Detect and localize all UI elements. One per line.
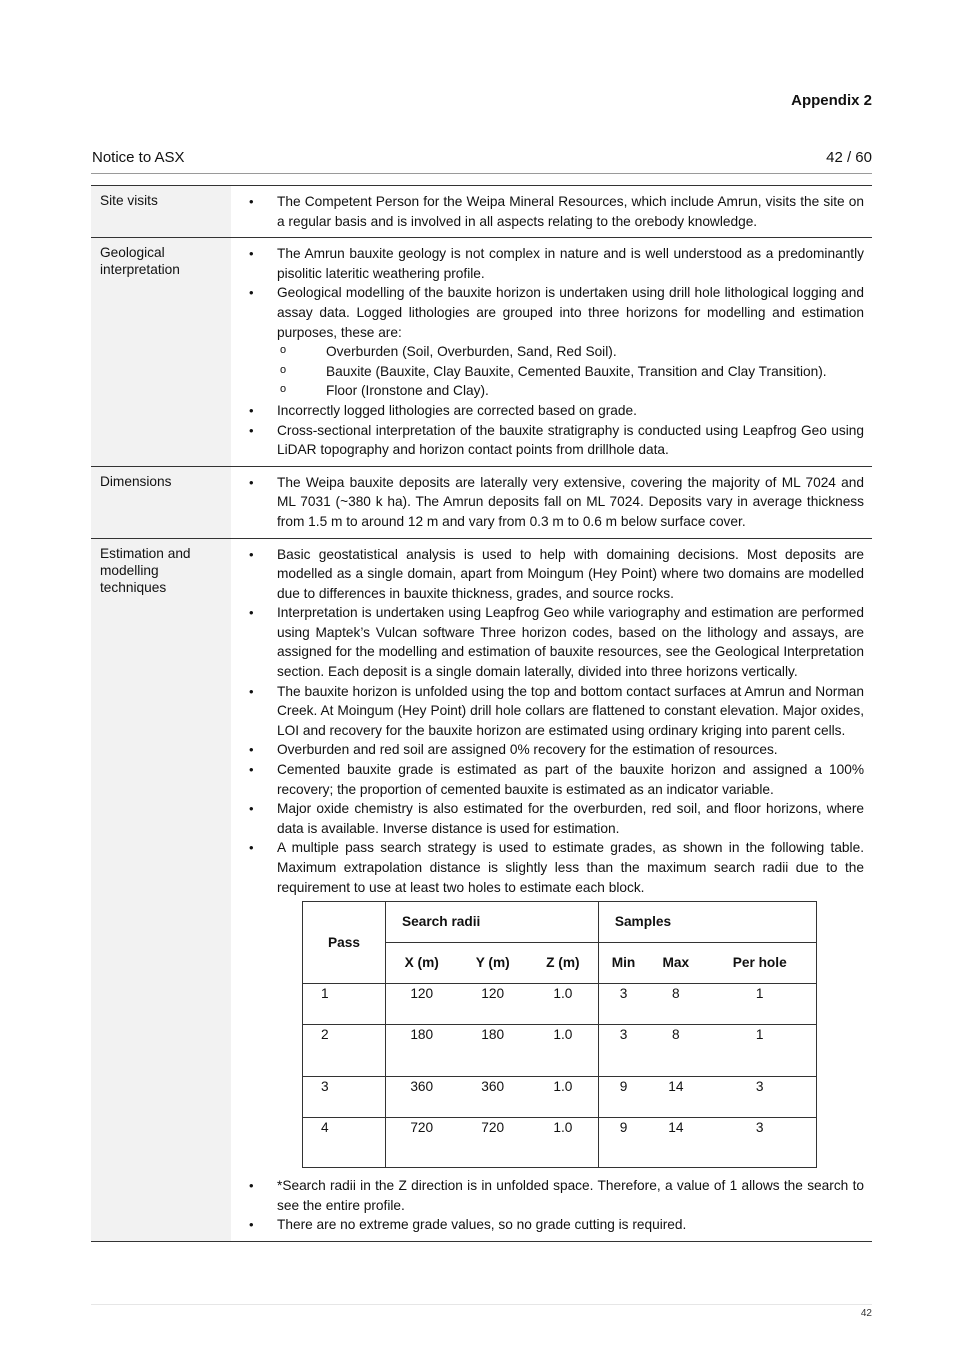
table-cell: 9 [619,1079,628,1095]
table-cell: 3 [755,1120,764,1136]
list-item: • Cross-sectional interpretation of the bauxite stratigraphy is conducted using Leapfrog Geo using LiDAR topography and horizon contact points from drillhole data. [247,421,864,460]
column-header: Min [611,955,636,971]
column-header: Per hole [732,955,787,971]
table-cell: 1.0 [528,1118,598,1168]
bullet-list [247,545,864,898]
table-cell: 8 [672,986,680,1002]
table-cell: 1 [755,986,764,1002]
list-item: • The bauxite horizon is unfolded using the top and bottom contact surfaces at Amrun and Norman Creek. At Moingum (Hey Point) drill hole collars are flattened to constant elevation. Major oxides, LOI and recovery for the bauxite horizon are estimated using ordinary kriging into parent cells. [247,682,864,741]
table-cell: 2 [303,1025,386,1077]
table-row [91,186,872,238]
list-item: • Cemented bauxite grade is estimated as part of the bauxite horizon and assigned a 100% recovery; the proportion of cemented bauxite is estimated as an indicator variable. [247,760,864,799]
bullet-list [247,192,864,231]
table-cell: 4 [303,1118,386,1168]
row-label: Dimensions [91,466,231,538]
table-row [303,984,817,1025]
samples-header: Samples [614,914,672,930]
list-item: • The Weipa bauxite deposits are laterally very extensive, covering the majority of ML 7024 and ML 7031 (~380 k ha). The Amrun deposits fall on ML 7024. Deposits vary in average thickness from 1.5 m to around 12 m and vary from 0.3 m to 0.6 m below surface cover. [247,473,864,532]
table-cell: 120 [481,986,505,1002]
table-cell: 1.0 [528,1025,598,1077]
table-header-row [303,902,817,943]
row-label: Estimation and modelling techniques [91,538,231,1241]
list-item: • There are no extreme grade values, so no grade cutting is required. [247,1215,864,1235]
table-cell: 1 [303,984,386,1025]
table-cell: 9 [619,1120,628,1136]
row-content [231,466,872,538]
column-header: Z (m) [528,943,598,984]
appendix-label: Appendix 2 [791,92,872,109]
page-indicator: 42 / 60 [826,149,872,166]
table-row [91,238,872,467]
table-row [91,466,872,538]
page-header [91,149,872,174]
table-cell: 720 [410,1120,434,1136]
list-item: • Overburden and red soil are assigned 0% recovery for the estimation of resources. [247,740,864,760]
list-item: • Major oxide chemistry is also estimated for the overburden, red soil, and floor horizons, where data is available. Inverse distance is used for estimation. [247,799,864,838]
table-cell: 720 [481,1120,505,1136]
table-row [303,1025,817,1077]
search-strategy-table [302,901,817,1168]
jorc-table [91,185,872,1242]
column-header: Max [662,955,690,971]
search-radii-header: Search radii [386,902,599,943]
table-cell: 3 [303,1077,386,1118]
page-number: 42 [860,1308,872,1319]
bullet-list [247,473,864,532]
table-cell: 120 [410,986,434,1002]
sub-list-item: o Bauxite (Bauxite, Clay Bauxite, Cemented Bauxite, Transition and Clay Transition). [247,362,864,382]
document-title: Notice to ASX [92,149,185,166]
table-row [303,1118,817,1168]
footer-rule [91,1304,872,1305]
table-cell: 1.0 [528,1077,598,1118]
table-cell: 3 [619,1027,628,1043]
column-header: X (m) [404,955,439,971]
table-cell: 3 [619,986,628,1002]
row-label: Geological interpretation [91,238,231,467]
table-cell: 180 [410,1027,434,1043]
table-cell: 360 [481,1079,505,1095]
table-cell: 1 [755,1027,764,1043]
row-content [231,538,872,1241]
list-item: • Incorrectly logged lithologies are corrected based on grade. [247,401,864,421]
list-item: • The Amrun bauxite geology is not complex in nature and is well understood as a predominantly pisolitic lateritic weathering profile. [247,244,864,283]
table-cell: 14 [668,1079,684,1095]
list-item: • Interpretation is undertaken using Leapfrog Geo while variography and estimation are performed using Maptek’s Vulcan software Three horizon codes, based on the lithology and assays, are assigned for the modelling and estimation of bauxite resources, see the Geological Interpretation section. Each deposit is a single domain laterally, divided into three horizons vertically. [247,603,864,681]
table-cell: 14 [668,1120,684,1136]
row-content [231,186,872,238]
list-item: • The Competent Person for the Weipa Mineral Resources, which include Amrun, visits the site on a regular basis and is involved in all aspects relating to the orebody knowledge. [247,192,864,231]
list-item: • *Search radii in the Z direction is in unfolded space. Therefore, a value of 1 allows the search to see the entire profile. [247,1176,864,1215]
table-cell: 8 [672,1027,680,1043]
list-item: • A multiple pass search strategy is used to estimate grades, as shown in the following table. Maximum extrapolation distance is slightly less than the maximum search radii due to the requirement to use at least two holes to estimate each block. [247,838,864,897]
row-content [231,238,872,467]
bullet-list [247,244,864,460]
row-label: Site visits [91,186,231,238]
table-row [91,538,872,1241]
table-cell: 1.0 [528,984,598,1025]
sub-list-item: o Floor (Ironstone and Clay). [247,381,864,401]
pass-header: Pass [303,902,386,984]
column-header: Y (m) [475,955,510,971]
list-item: • Basic geostatistical analysis is used to help with domaining decisions. Most deposits are modelled as a single domain, apart from Moingum (Hey Point) where two domains are modelled due to differences in bauxite thickness, grades, and source rocks. [247,545,864,604]
table-row [303,1077,817,1118]
table-cell: 180 [481,1027,505,1043]
list-item: • Geological modelling of the bauxite horizon is undertaken using drill hole lithological logging and assay data. Logged lithologies are grouped into three horizons for modelling and estimation purposes, these are: [247,283,864,342]
table-cell: 3 [755,1079,764,1095]
sub-list-item: o Overburden (Soil, Overburden, Sand, Red Soil). [247,342,864,362]
table-cell: 360 [410,1079,434,1095]
bullet-list [247,1176,864,1235]
